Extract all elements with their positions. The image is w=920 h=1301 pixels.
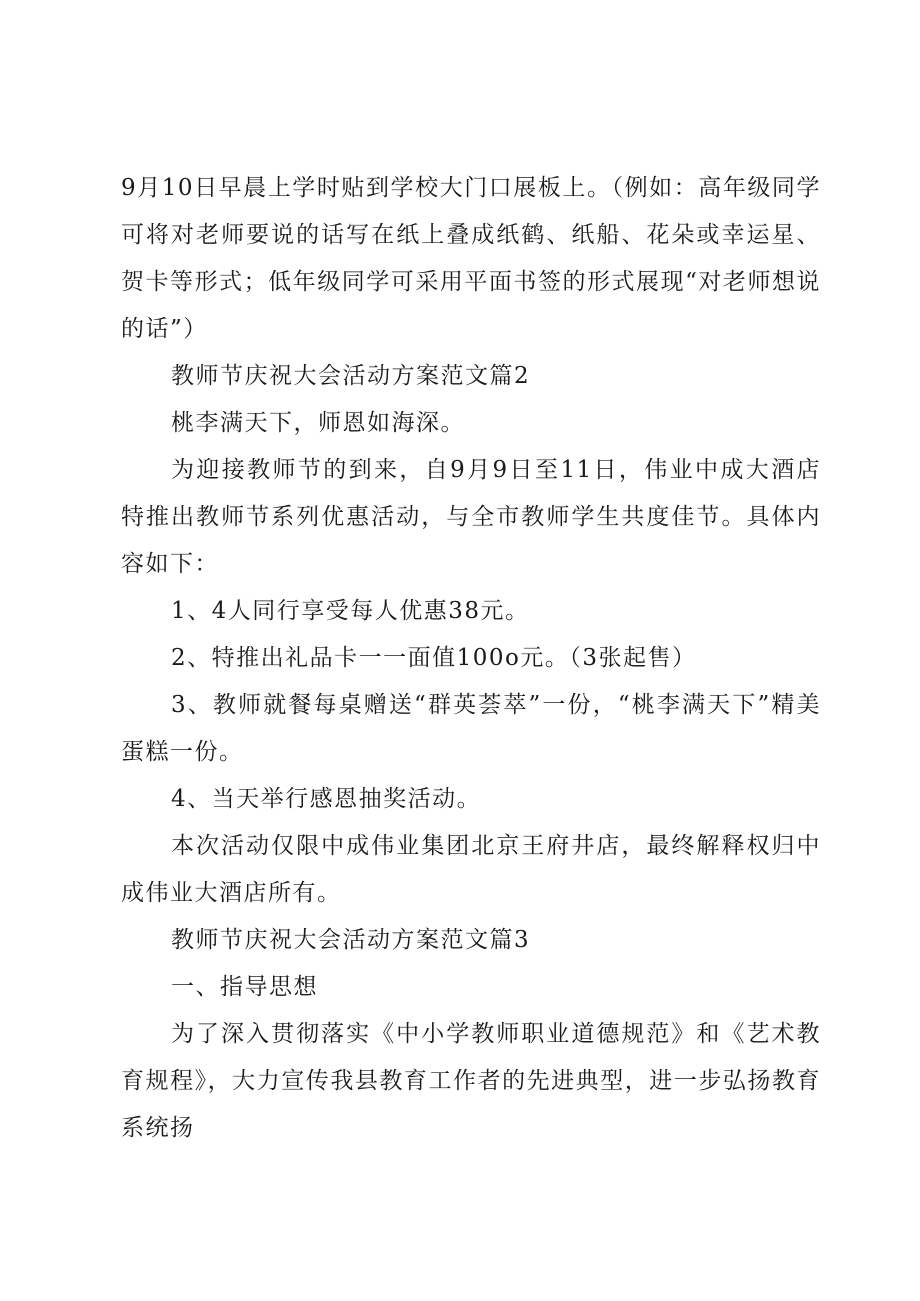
document-body [121, 165, 821, 1152]
paragraph: 桃李满天下，师恩如海深。 [171, 410, 465, 436]
paragraph: 为了深入贯彻落实《中小学教师职业道德规范》和《艺术教育规程》，大力宣传我县教育工作者的先进典型，进一步弘扬教育系统扬 [121, 1021, 821, 1141]
list-item: 2、特推出礼品卡一一面值100o元。（3张起售） [171, 645, 697, 671]
list-item: 3、教师就餐每桌赠送“群英荟萃”一份，“桃李满天下”精美蛋糕一份。 [121, 692, 821, 765]
paragraph: 为迎接教师节的到来，自9月9日至11日，伟业中成大酒店特推出教师节系列优惠活动，与全市教师学生共度佳节。具体内容如下： [121, 457, 821, 577]
paragraph-continuation: 9月10日早晨上学时贴到学校大门口展板上。（例如：高年级同学可将对老师要说的话写在纸上叠成纸鹤、纸船、花朵或幸运星、贺卡等形式；低年级同学可采用平面书签的形式展现“对老师想说的话”） [121, 175, 821, 342]
section-heading-2: 教师节庆祝大会活动方案范文篇2 [171, 363, 531, 389]
list-item: 1、4人同行享受每人优惠38元。 [171, 598, 530, 624]
section-heading-3: 教师节庆祝大会活动方案范文篇3 [171, 927, 531, 953]
subheading: 一、指导思想 [171, 974, 318, 1000]
list-item: 4、当天举行感恩抽奖活动。 [171, 786, 482, 812]
paragraph: 本次活动仅限中成伟业集团北京王府井店，最终解释权归中成伟业大酒店所有。 [121, 833, 821, 906]
